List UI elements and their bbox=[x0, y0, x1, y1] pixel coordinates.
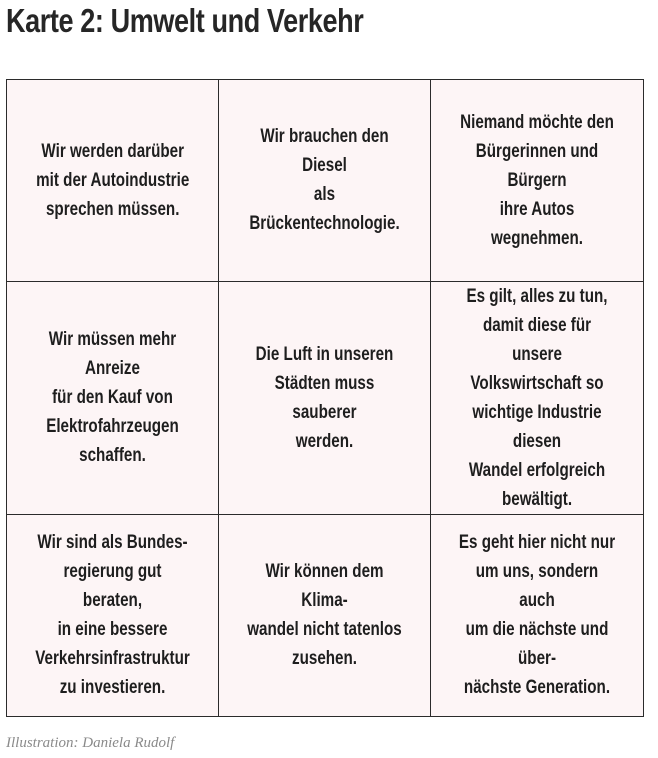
cell-text: Wir sind als Bundes- regierung gut beraten, in eine bessere Verkehrsinfrastruktur zu investieren. bbox=[35, 532, 190, 699]
grid-cell bbox=[7, 515, 219, 717]
grid-cell bbox=[219, 282, 431, 515]
cell-text: Wir brauchen den Diesel als Brückentechnologie. bbox=[249, 126, 400, 235]
grid-cell bbox=[431, 80, 643, 282]
grid-cell bbox=[7, 80, 219, 282]
page-title: Karte 2: Umwelt und Verkehr bbox=[6, 2, 364, 39]
image-credit-caption: Illustration: Daniela Rudolf bbox=[6, 735, 175, 751]
grid-cell bbox=[431, 515, 643, 717]
grid-cell bbox=[431, 282, 643, 515]
cell-text: Wir müssen mehr Anreize für den Kauf von Elektrofahrzeugen schaffen. bbox=[46, 329, 179, 466]
bingo-card-grid bbox=[6, 79, 644, 717]
cell-text: Es geht hier nicht nur um uns, sondern auch um die nächste und über- nächste Generation. bbox=[458, 532, 616, 699]
cell-text: Niemand möchte den Bürgerinnen und Bürgern ihre Autos wegnehmen. bbox=[460, 111, 614, 249]
cell-text: Wir werden darüber mit der Autoindustrie sprechen müssen. bbox=[35, 140, 190, 220]
grid-cell bbox=[219, 80, 431, 282]
cell-text: Es gilt, alles zu tun, damit diese für unsere Volkswirtschaft so wichtige Industrie diesen Wandel erfolgreich bewältigt. bbox=[466, 285, 608, 510]
cell-text: Die Luft in unseren Städten muss sauberer werden. bbox=[255, 343, 394, 452]
grid-cell bbox=[7, 282, 219, 515]
cell-text: Wir können dem Klima- wandel nicht tatenlos zusehen. bbox=[247, 561, 402, 670]
grid-cell bbox=[219, 515, 431, 717]
